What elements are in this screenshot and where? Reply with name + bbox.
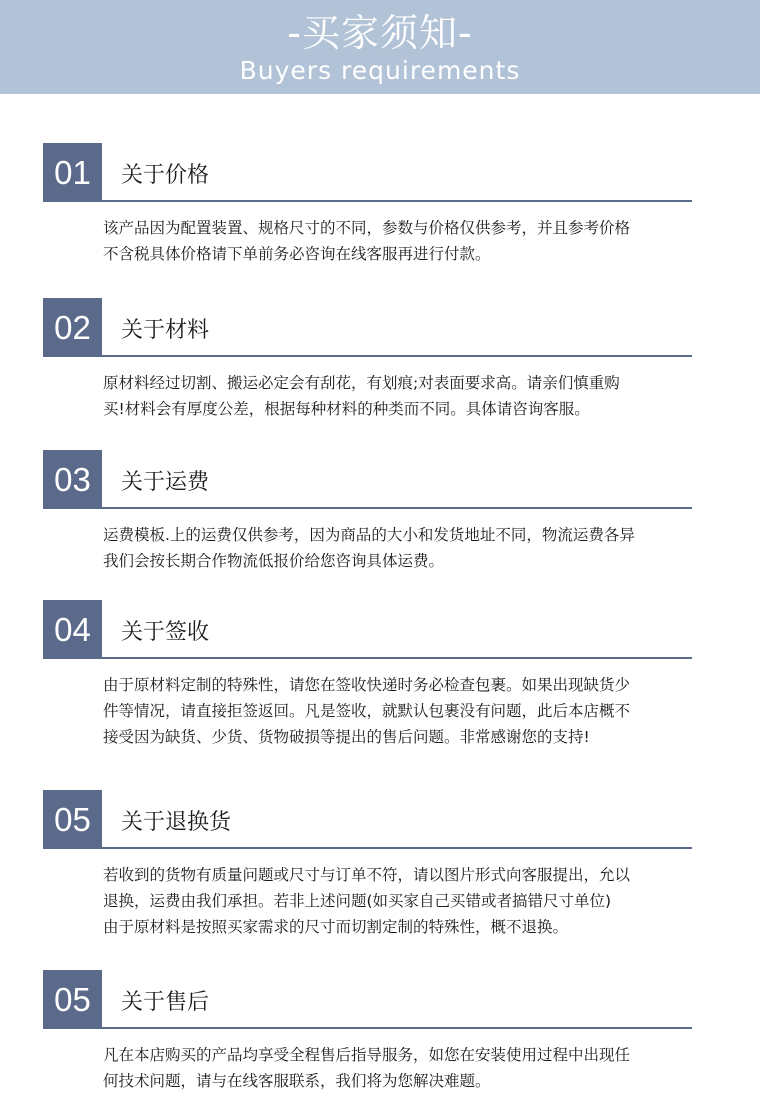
section-divider <box>102 507 692 509</box>
section-divider <box>102 657 692 659</box>
body-line: 件等情况，请直接拒签返回。凡是签收，就默认包裹没有问题，此后本店概不 <box>103 702 631 720</box>
body-line: 退换，运费由我们承担。若非上述问题(如买家自己买错或者搞错尺寸单位) <box>103 892 612 910</box>
section-title: 关于材料 <box>121 318 210 343</box>
section-body <box>103 215 713 267</box>
body-line: 由于原材料定制的特殊性，请您在签收快递时务必检查包裹。如果出现缺货少 <box>103 676 631 694</box>
section-divider <box>102 355 692 357</box>
body-line: 何技术问题，请与在线客服联系，我们将为您解决难题。 <box>103 1072 491 1090</box>
section-body <box>103 370 713 422</box>
body-line: 原材料经过切割、搬运必定会有刮花，有划痕;对表面要求高。请亲们慎重购 <box>103 374 620 392</box>
section-title: 关于运费 <box>121 470 210 495</box>
body-line: 由于原材料是按照买家需求的尺寸而切割定制的特殊性，概不退换。 <box>103 918 569 936</box>
section-number: 01 <box>43 143 102 202</box>
section-body <box>103 672 713 750</box>
body-line: 接受因为缺货、少货、货物破损等提出的售后问题。非常感谢您的支持! <box>103 728 590 746</box>
body-line: 运费模板.上的运费仅供参考，因为商品的大小和发货地址不同，物流运费各异 <box>103 526 635 544</box>
body-line: 凡在本店购买的产品均享受全程售后指导服务，如您在安装使用过程中出现任 <box>103 1046 631 1064</box>
section-divider <box>102 847 692 849</box>
banner-title: -买家须知- <box>287 11 473 55</box>
body-line: 该产品因为配置装置、规格尺寸的不同，参数与价格仅供参考，并且参考价格 <box>103 219 631 237</box>
section-divider <box>102 1027 692 1029</box>
body-line: 买!材料会有厚度公差，根据每种材料的种类而不同。具体请咨询客服。 <box>103 400 590 418</box>
body-line: 我们会按长期合作物流低报价给您咨询具体运费。 <box>103 552 445 570</box>
section-number: 03 <box>43 450 102 509</box>
section-number: 05 <box>43 790 102 849</box>
body-line: 不含税具体价格请下单前务必咨询在线客服再进行付款。 <box>103 245 491 263</box>
section-body <box>103 862 713 940</box>
section-title: 关于退换货 <box>121 810 232 835</box>
body-line: 若收到的货物有质量问题或尺寸与订单不符，请以图片形式向客服提出，允以 <box>103 866 631 884</box>
section-title: 关于签收 <box>121 620 210 645</box>
section-divider <box>102 200 692 202</box>
section-number: 05 <box>43 970 102 1029</box>
section-title: 关于售后 <box>121 990 210 1015</box>
section-body <box>103 522 713 574</box>
header-banner <box>0 0 760 94</box>
banner-subtitle: Buyers requirements <box>239 56 521 85</box>
section-number: 02 <box>43 298 102 357</box>
section-title: 关于价格 <box>121 163 210 188</box>
section-number: 04 <box>43 600 102 659</box>
section-body <box>103 1042 713 1094</box>
